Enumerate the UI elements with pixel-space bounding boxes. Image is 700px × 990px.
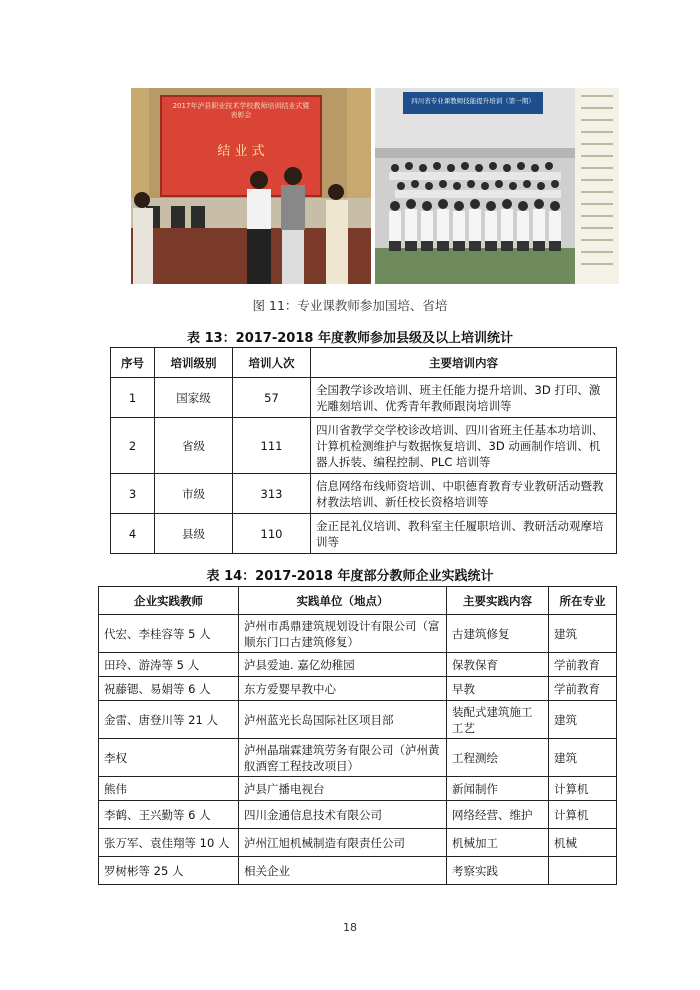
table14-header-cell: 主要实践内容 [447,587,549,615]
table-row [111,514,617,554]
table-cell: 古建筑修复 [447,615,549,653]
table-row [99,615,617,653]
table-cell: 李鹤、王兴勤等 6 人 [99,801,239,829]
table-row [99,653,617,677]
table-row [99,777,617,801]
table-cell: 110 [233,514,311,554]
graduation-banner-title: 2017年泸县职业技术学校教师培训结业式暨表彰会 [172,102,310,119]
table-cell: 装配式建筑施工工艺 [447,701,549,739]
table-cell: 四川金通信息技术有限公司 [239,801,447,829]
table-cell: 熊伟 [99,777,239,801]
table13-header-cell: 培训人次 [233,348,311,378]
table-cell: 金正昆礼仪培训、教科室主任履职培训、教研活动观摩培训等 [311,514,617,554]
table-cell: 2 [111,418,155,474]
table-cell: 祝藤锶、易娟等 6 人 [99,677,239,701]
table-cell: 泸县广播电视台 [239,777,447,801]
graduation-photo [131,88,371,284]
table13-header-cell: 序号 [111,348,155,378]
table13-title: 表 13：2017-2018 年度教师参加县级及以上培训统计 [187,331,513,346]
table-cell: 国家级 [155,378,233,418]
table-cell: 保教保育 [447,653,549,677]
table-cell: 泸县爱迪. 嘉亿幼稚园 [239,653,447,677]
page-number: 18 [343,921,357,934]
table-cell [549,857,617,885]
table-row [99,801,617,829]
table-cell: 四川省教学交学校诊改培训、四川省班主任基本功培训、计算机检测维护与数据恢复培训、3D 动画制作培训、机器人拆装、编程控制、PLC 培训等 [311,418,617,474]
table-cell: 早教 [447,677,549,701]
table-cell: 考察实践 [447,857,549,885]
table13 [110,347,617,554]
photo-strip [131,88,619,284]
table-row [111,378,617,418]
table-cell: 市级 [155,474,233,514]
table-cell: 新闻制作 [447,777,549,801]
table14-header-cell: 实践单位（地点） [239,587,447,615]
table-cell: 金雷、唐登川等 21 人 [99,701,239,739]
group-photo [375,88,619,284]
table-cell: 信息网络布线师资培训、中职德育教育专业教研活动暨教材教法培训、新任校长资格培训等 [311,474,617,514]
table-cell: 罗树彬等 25 人 [99,857,239,885]
table-cell: 东方爱婴早教中心 [239,677,447,701]
table-cell: 泸州晶瑞霖建筑劳务有限公司（泸州黄舣酒窖工程技改项目） [239,739,447,777]
table-row [99,701,617,739]
table14-header-row [99,587,617,615]
table-cell: 建筑 [549,739,617,777]
table14 [98,586,617,885]
table-cell: 代宏、李桂容等 5 人 [99,615,239,653]
table-cell: 网络经营、维护 [447,801,549,829]
table-cell: 学前教育 [549,677,617,701]
table-cell: 计算机 [549,777,617,801]
table14-header-cell: 企业实践教师 [99,587,239,615]
table-cell: 313 [233,474,311,514]
table-cell: 111 [233,418,311,474]
table-cell: 4 [111,514,155,554]
table13-header-row [111,348,617,378]
table13-header-cell: 培训级别 [155,348,233,378]
table-cell: 57 [233,378,311,418]
table-row [111,474,617,514]
table-cell: 建筑 [549,701,617,739]
table14-header-cell: 所在专业 [549,587,617,615]
graduation-banner-main: 结 业 式 [217,144,265,159]
table-cell: 泸州江旭机械制造有限责任公司 [239,829,447,857]
table-cell: 县级 [155,514,233,554]
table-row [99,829,617,857]
table-cell: 李权 [99,739,239,777]
table-cell: 工程测绘 [447,739,549,777]
table-row [99,857,617,885]
table-cell: 泸州市禹鼎建筑规划设计有限公司（富顺东门口古建筑修复） [239,615,447,653]
figure-caption: 图 11：专业课教师参加国培、省培 [252,298,448,313]
table-row [99,739,617,777]
table13-header-cell: 主要培训内容 [311,348,617,378]
group-photo-banner-title: 四川省专业课教师技能提升培训（第一期） [411,97,535,105]
table-cell: 机械加工 [447,829,549,857]
table-row [111,418,617,474]
table-cell: 学前教育 [549,653,617,677]
table-cell: 1 [111,378,155,418]
table14-title: 表 14：2017-2018 年度部分教师企业实践统计 [206,569,494,584]
table-cell: 全国教学诊改培训、班主任能力提升培训、3D 打印、激光雕刻培训、优秀青年教师跟岗培训等 [311,378,617,418]
group-photo-illustration [375,88,619,284]
table-cell: 相关企业 [239,857,447,885]
table-cell: 机械 [549,829,617,857]
table-cell: 泸州蓝光长岛国际社区项目部 [239,701,447,739]
table-cell: 省级 [155,418,233,474]
table-row [99,677,617,701]
table-cell: 建筑 [549,615,617,653]
table-cell: 3 [111,474,155,514]
table-cell: 张万军、袁佳翔等 10 人 [99,829,239,857]
table-cell: 田玲、游涛等 5 人 [99,653,239,677]
table-cell: 计算机 [549,801,617,829]
